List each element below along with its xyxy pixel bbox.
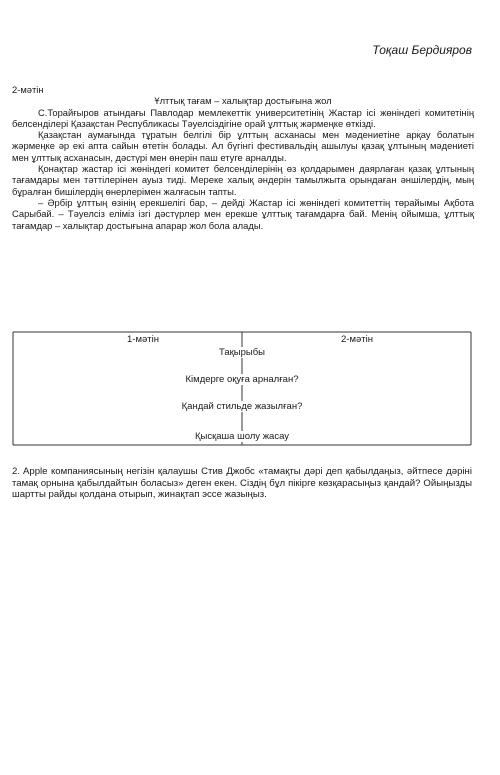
text-2-block: [12, 84, 474, 231]
text-number-label: 2-мәтін: [12, 84, 44, 95]
column-header-text-1: 1-мәтін: [127, 334, 159, 345]
paragraph: – Әрбір ұлттың өзінің ерекшелігі бар, – дейді Жастар ісі жөніндегі комитеттің төрайымы Ақбота Сарыбай. – Тәуелсіз еліміз ізгі дәстүрлер мен ерекше ұлттық тағамдарға бай. Менің ойымша, ұлттық тағамдар – халықтар достығына апарар жол бола алады.: [12, 196, 474, 231]
author-name: Тоқаш Бердияров: [372, 43, 472, 57]
row-label-style: Қандай стильде жазылған?: [181, 401, 303, 412]
paragraph: С.Торайғыров атындағы Павлодар мемлекеттік университетінің Жастар ісі жөніндегі комитетінің белсенділері Қазақстан Республикасы Тәуелсіздігіне орай ұлттық жәрмеңке өткізді.: [12, 106, 474, 129]
row-label-audience: Кімдерге оқуға арналған?: [185, 374, 299, 385]
row-label-topic: Тақырыбы: [218, 347, 266, 358]
column-header-text-2: 2-мәтін: [341, 334, 373, 345]
comparison-table: [12, 330, 472, 447]
paragraph: Қазақстан аумағында тұратын белгілі бір ұлттың асханасы мен мәдениетіне арқау болатын жәрмеңке әр екі апта сайын өтетін болады. Ал бүгінгі фестивальдің ашылуы қазақ ұлтының мәдениеті мен ұлттық асханасын, дәстүрі мен өнерін паш етуге арналды.: [12, 129, 474, 163]
paragraph: Қонақтар жастар ісі жөніндегі комитет белсенділерінің өз қолдарымен даярлаған қазақ ұлтының тағамдары мен тәттілерінен ауыз тиді. Мереке халық әндерін тамылжыта орындаған әншілердің, мың бұралған бишілердің өнерлерімен жалғасын тапты.: [12, 163, 474, 197]
text-title: Ұлттық тағам – халықтар достығына жол: [154, 95, 332, 107]
row-label-summary: Қысқаша шолу жасау: [194, 431, 290, 442]
task-2-question: 2. Apple компаниясының негізін қалаушы Стив Джобс «тамақты дәрі деп қабылдаңыз, әйтпесе дәріні тамақ орнына қабылдайтын боласыз» деген екен. Сіздің бұл пікірге көзқарасыңыз қандай? Ойыңызды шартты райды қолдана отырып, жинақтап эссе жазыңыз.: [12, 466, 472, 501]
